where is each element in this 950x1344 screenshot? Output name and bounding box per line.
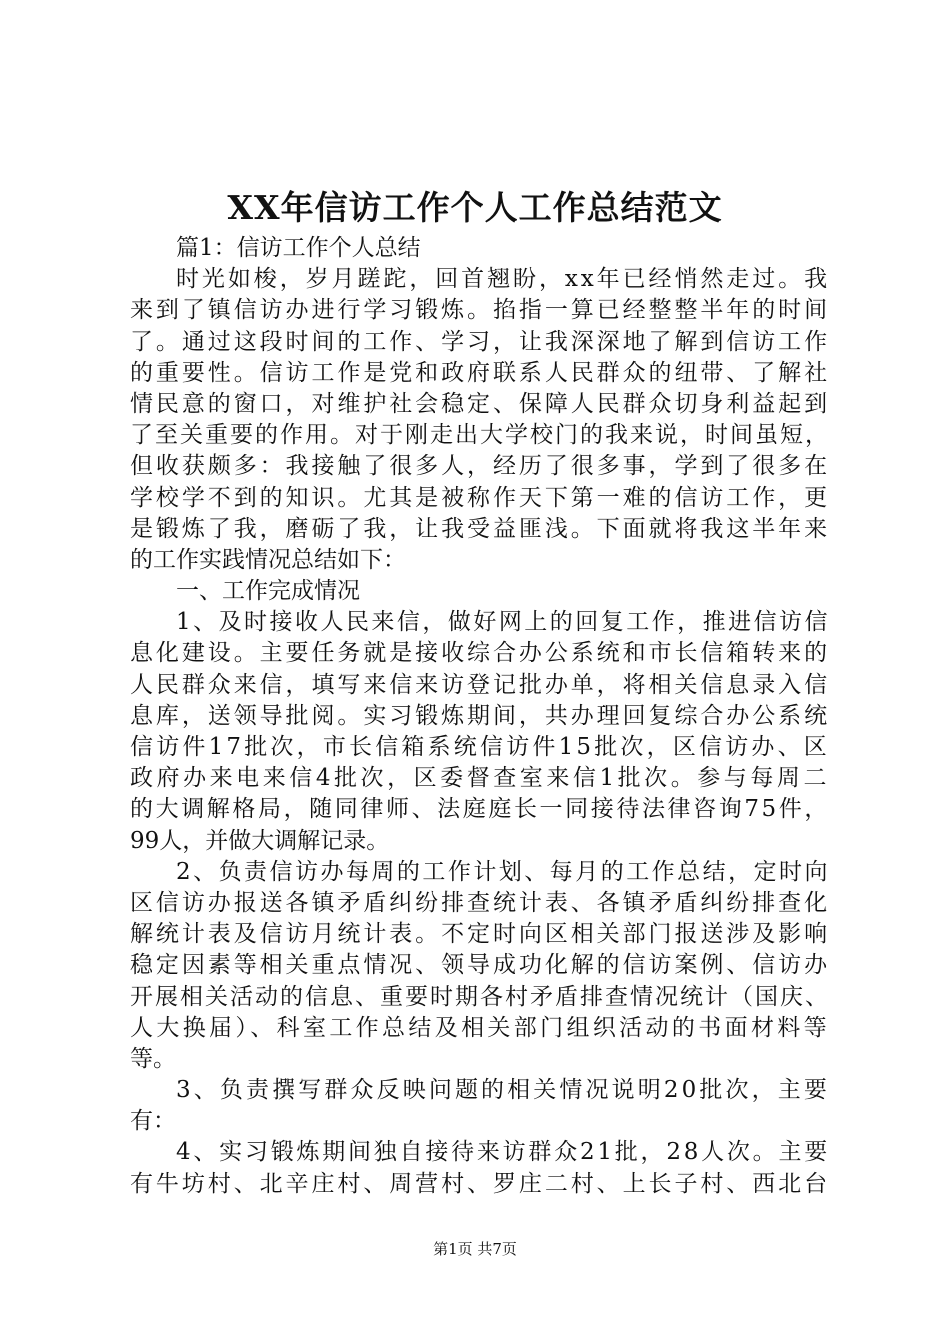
paragraph-line: 区信访办报送各镇矛盾纠纷排查统计表、各镇矛盾纠纷排查化 (130, 889, 830, 916)
paragraph-line: 情民意的窗口，对维护社会稳定、保障人民群众切身利益起到 (130, 390, 830, 417)
paragraph-line: 是锻炼了我，磨砺了我，让我受益匪浅。下面就将我这半年来 (130, 515, 830, 542)
paragraph-line: 息化建设。主要任务就是接收综合办公系统和市长信箱转来的 (130, 640, 830, 667)
paragraph-line: 人大换届）、科室工作总结及相关部门组织活动的书面材料等 (130, 1014, 830, 1041)
paragraph-line: 但收获颇多：我接触了很多人，经历了很多事，学到了很多在 (130, 453, 830, 480)
paragraph-line: 99人，并做大调解记录。 (130, 827, 390, 854)
paragraph-line: 2、负责信访办每周的工作计划、每月的工作总结，定时向 (176, 858, 830, 885)
paragraph-line: 的大调解格局，随同律师、法庭庭长一同接待法律咨询75件， (130, 796, 830, 823)
paragraph-line: 时光如梭，岁月蹉跎，回首翘盼，xx年已经悄然走过。我 (176, 266, 830, 293)
document-title: XX年信访工作个人工作总结范文 (227, 188, 723, 227)
paragraph-line: 了至关重要的作用。对于刚走出大学校门的我来说，时间虽短， (130, 422, 830, 449)
paragraph-line: 来到了镇信访办进行学习锻炼。掐指一算已经整整半年的时间 (130, 297, 830, 324)
paragraph-line: 4、实习锻炼期间独自接待来访群众21批，28人次。主要 (176, 1139, 830, 1166)
paragraph-line: 学校学不到的知识。尤其是被称作天下第一难的信访工作，更 (130, 484, 830, 511)
paragraph-line: 信访件17批次，市长信箱系统信访件15批次，区信访办、区 (130, 734, 830, 760)
paragraph-line: 篇1：信访工作个人总结 (176, 235, 421, 261)
paragraph-line: 解统计表及信访月统计表。不定时向区相关部门报送涉及影响 (130, 921, 830, 948)
paragraph-line: 人民群众来信，填写来信来访登记批办单，将相关信息录入信 (130, 671, 830, 698)
paragraph-line: 政府办来电来信4批次，区委督查室来信1批次。参与每周二 (130, 765, 830, 792)
paragraph-line: 1、及时接收人民来信，做好网上的回复工作，推进信访信 (176, 609, 830, 636)
paragraph-line: 3、负责撰写群众反映问题的相关情况说明20批次，主要 (176, 1077, 830, 1104)
page-footer: 第1页 共7页 (433, 1240, 517, 1258)
paragraph-line: 的工作实践情况总结如下： (130, 546, 406, 573)
document-body (130, 233, 830, 1200)
paragraph-line: 稳定因素等相关重点情况、领导成功化解的信访案例、信访办 (130, 952, 830, 979)
paragraph-line: 有牛坊村、北辛庄村、周营村、罗庄二村、上长子村、西北台 (130, 1170, 830, 1197)
paragraph-line: 等。 (130, 1045, 176, 1072)
paragraph-line: 息库，送领导批阅。实习锻炼期间，共办理回复综合办公系统 (130, 702, 830, 729)
paragraph-line: 有： (130, 1108, 176, 1135)
paragraph-line: 开展相关活动的信息、重要时期各村矛盾排查情况统计（国庆、 (130, 983, 830, 1010)
paragraph-line: 了。通过这段时间的工作、学习，让我深深地了解到信访工作 (130, 328, 830, 355)
paragraph-line: 的重要性。信访工作是党和政府联系人民群众的纽带、了解社 (130, 359, 830, 386)
paragraph-line: 一、工作完成情况 (176, 578, 360, 605)
